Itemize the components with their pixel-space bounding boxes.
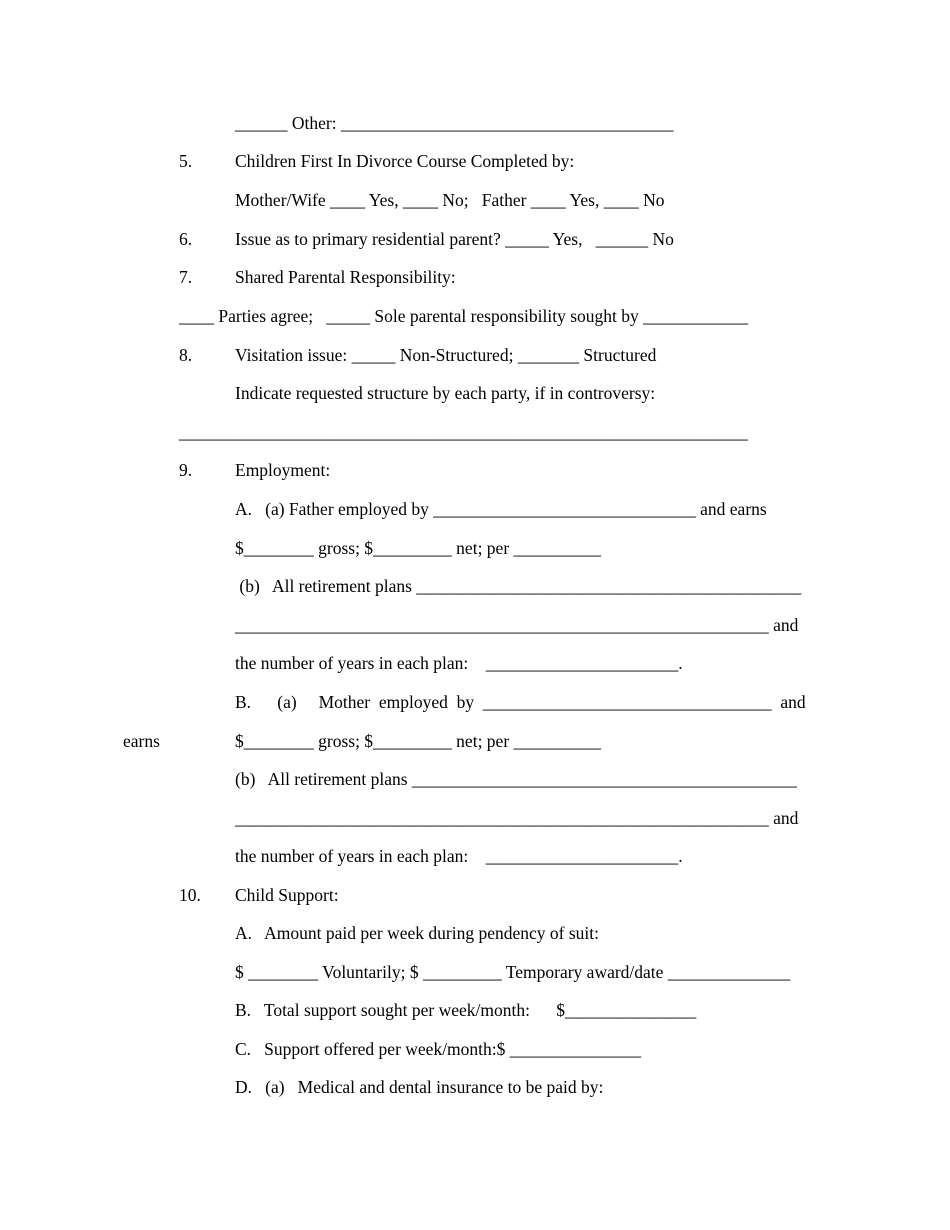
support-c: C. Support offered per week/month:$ _______________ [235, 1039, 642, 1059]
section-7-number: 7. [179, 267, 193, 287]
section-5-parent-course-line: Mother/Wife ____ Yes, ____ No; Father ____ Yes, ____ No [235, 190, 665, 210]
section-8-title: Visitation issue: _____ Non-Structured; _______ Structured [235, 345, 657, 365]
section-10-number: 10. [179, 885, 201, 905]
mother-employment-line: B. (a) Mother employed by _________________________________ and [235, 692, 806, 712]
mother-earnings-line: $________ gross; $_________ net; per __________ [235, 731, 602, 751]
section-8-blank-line: _________________________________________________________________ [179, 422, 748, 442]
father-years-line: the number of years in each plan: ______________________. [235, 653, 683, 673]
section-8-indicate: Indicate requested structure by each party, if in controversy: [235, 383, 656, 403]
section-5-title: Children First In Divorce Course Completed by: [235, 151, 575, 171]
mother-retirement-line: (b) All retirement plans ____________________________________________ [235, 769, 797, 789]
section-6-number: 6. [179, 229, 193, 249]
section-9-title: Employment: [235, 460, 331, 480]
support-b: B. Total support sought per week/month: $_______________ [235, 1000, 697, 1020]
mother-retirement-blank: _____________________________________________________________ and [235, 808, 799, 828]
section-7-title: Shared Parental Responsibility: [235, 267, 456, 287]
father-retirement-blank: _____________________________________________________________ and [235, 615, 799, 635]
support-a: A. Amount paid per week during pendency of suit: [235, 923, 600, 943]
mother-years-line: the number of years in each plan: ______________________. [235, 846, 683, 866]
support-a-line: $ ________ Voluntarily; $ _________ Temporary award/date ______________ [235, 962, 791, 982]
section-5-number: 5. [179, 151, 193, 171]
section-9-number: 9. [179, 460, 193, 480]
support-d: D. (a) Medical and dental insurance to be paid by: [235, 1077, 604, 1097]
section-10-title: Child Support: [235, 885, 339, 905]
mother-earns-label: earns [123, 731, 160, 751]
section-8-number: 8. [179, 345, 193, 365]
other-line: ______ Other: ______________________________________ [235, 113, 674, 133]
section-7-responsibility-line: ____ Parties agree; _____ Sole parental responsibility sought by ____________ [179, 306, 749, 326]
section-6-text: Issue as to primary residential parent? _____ Yes, ______ No [235, 229, 674, 249]
father-employment-line: A. (a) Father employed by ______________________________ and earns [235, 499, 767, 519]
father-earnings-line: $________ gross; $_________ net; per __________ [235, 538, 602, 558]
father-retirement-line: (b) All retirement plans ____________________________________________ [235, 576, 802, 596]
